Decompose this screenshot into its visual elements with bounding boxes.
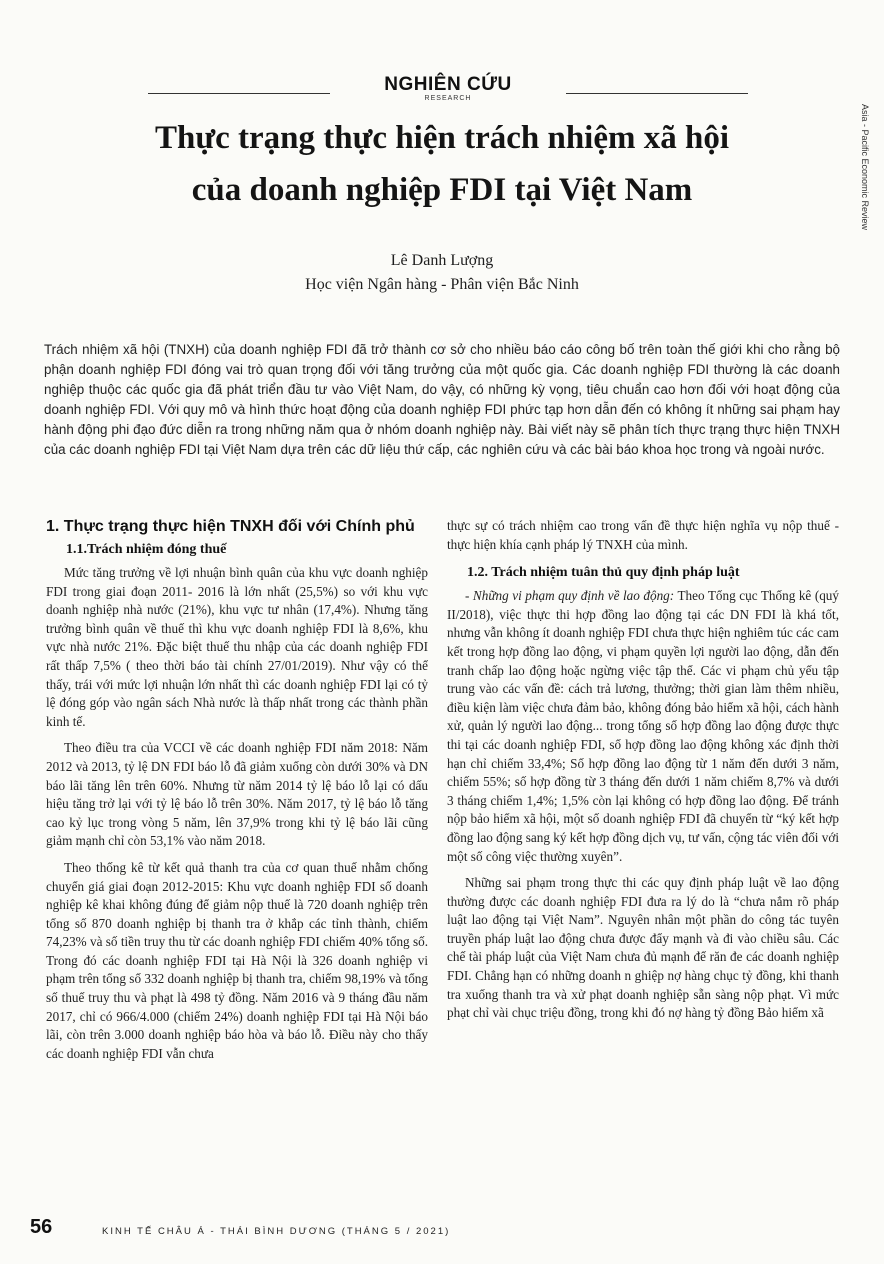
heading-section-1-1: 1.1.Trách nhiệm đóng thuế <box>66 542 227 557</box>
article-title <box>60 112 824 216</box>
article-title-line1: Thực trạng thực hiện trách nhiệm xã hội <box>154 120 730 156</box>
heading-section-1: 1. Thực trạng thực hiện TNXH đối với Chính phủ <box>46 518 415 535</box>
abstract: Trách nhiệm xã hội (TNXH) của doanh nghiệp FDI đã trở thành cơ sở cho nhiều báo cáo công bố trên toàn thế giới khi cho rằng bộ phận doanh nghiệp FDI đóng vai trò quan trọng đối với tăng trưởng của một quốc gia. Các doanh nghiệp FDI thường là các doanh nghiệp thuộc các quốc gia đã phát triển đầu tư vào Việt Nam, do vậy, có những kỳ vọng, tiêu chuẩn cao hơn đối với hoạt động của doanh nghiệp FDI. Với quy mô và hình thức hoạt động của doanh nghiệp FDI phức tạp hơn dẫn đến có không ít những sai phạm hay hành động phi đạo đức diễn ra trong những năm qua ở nhóm doanh nghiệp này. Bài viết này sẽ phân tích thực trạng thực hiện TNXH của các doanh nghiệp FDI tại Việt Nam dựa trên các dữ liệu thứ cấp, các nghiên cứu và các bài báo khoa học trong và ngoài nước. <box>44 342 840 457</box>
journal-side-label: Asia - Pacific Economic Review <box>860 104 870 231</box>
paragraph <box>447 587 839 866</box>
paragraph: thực sự có trách nhiệm cao trong vấn đề thực hiện nghĩa vụ nộp thuế - thực hiện khía cạnh pháp lý TNXH của mình. <box>447 518 839 552</box>
section-title: NGHIÊN CỨU <box>384 74 512 95</box>
page-number: 56 <box>30 1216 53 1238</box>
heading-section-1-2: 1.2. Trách nhiệm tuân thủ quy định pháp luật <box>467 565 740 581</box>
header-rule-right <box>566 93 748 94</box>
author-name: Lê Danh Lượng <box>390 252 494 269</box>
page-footer <box>30 1216 850 1244</box>
paragraph: Mức tăng trưởng về lợi nhuận bình quân của khu vực doanh nghiệp FDI trong giai đoạn 2011- 2016 là lớn nhất (25,5%) so với khu vực doanh nghiệp nhà nước (21%), khu vực tư nhân (17,4%). Nhưng tăng trưởng bình quân về thuế thì khu vực doanh nghiệp FDI là 8,6%, khu vực nhà nước 21%. Đặc biệt thuế thu nhập của các doanh nghiệp FDI rất thấp 7,5% ( theo thời báo tài chính 27/01/2019). Như vậy có thể thấy, trái với mức lợi nhuận lớn nhất thì các doanh nghiệp FDI lại có tỷ lệ đóng góp vào ngân sách Nhà nước là thấp nhất trong các thành phần kinh tế. <box>46 565 428 729</box>
paragraph-lead: - Những vi phạm quy định về lao động: <box>465 588 675 604</box>
header-rule-left <box>148 93 330 94</box>
paragraph: Theo điều tra của VCCI về các doanh nghiệp FDI năm 2018: Năm 2012 và 2013, tỷ lệ DN FDI báo lỗ đã giảm xuống còn dưới 30% và DN báo lãi tăng lên trên 60%. Nhưng từ năm 2014 tỷ lệ báo lỗ lại có dấu hiệu tăng trở lại với tỷ lệ báo lỗ trên 30%. Năm 2017, tỷ lệ báo lỗ tăng cao kỷ lục trong vòng 5 năm, lên 37,9% trong khi tỷ lệ báo lãi cũng giảm mạnh chỉ còn 53,1% vào năm 2018. <box>46 740 428 849</box>
left-column <box>46 517 428 1071</box>
section-subtitle: RESEARCH <box>424 95 472 102</box>
article-title-line2: của doanh nghiệp FDI tại Việt Nam <box>191 172 693 208</box>
author-affiliation: Học viện Ngân hàng - Phân viện Bắc Ninh <box>305 276 579 293</box>
section-header <box>148 74 748 102</box>
paragraph-body: Theo Tổng cục Thống kê (quý II/2018), việc thực thi hợp đồng lao động tại các DN FDI là khá tốt, nhưng vẫn không ít doanh nghiệp FDI chưa thực hiện nghiêm túc các cam kết trong hợp đồng lao động, vi phạm quyền lợi người lao động, dẫn đến tranh chấp lao động hoặc ngừng việc tập thể. Các vi phạm chủ yếu tập trung vào các vấn đề: cách trả lương, thưởng; thời gian làm thêm nhiều, điều kiện làm việc chưa đảm bảo, không đóng bảo hiểm xã hội, cách hành xử, quản lý người lao động... trong tổng số hợp đồng lao động được thực thi tại các doanh nghiệp FDI, số hợp đồng lao động không xác định thời hạn chỉ chiếm 33,4%; Số hợp đồng lao động từ 1 năm đến dưới 3 năm, chiếm 55%; số hợp đồng từ 3 tháng đến dưới 1 năm chiếm 8,7% và dưới 3 tháng chiếm 1,4%; 1,5% còn lại không có hợp đồng lao động. Để tránh nộp bảo hiểm xã hội, một số doanh nghiệp FDI đã chuyển từ “ký kết hợp đồng lao động sang ký kết hợp đồng dịch vụ, tư vấn, cộng tác viên đối với một số công việc thường xuyên”. <box>447 588 839 864</box>
paragraph: Theo thống kê từ kết quả thanh tra của cơ quan thuế nhằm chống chuyển giá giai đoạn 2012-2015: Khu vực doanh nghiệp FDI số doanh nghiệp kê khai không đúng để giảm nộp thuế là 720 doanh nghiệp trên tổng số 870 doanh nghiệp bị thanh tra ở khắp các tỉnh thành, chiếm 74,23% và số tiền truy thu từ các doanh nghiệp FDI chiếm 40% tổng số. Trong đó các doanh nghiệp FDI tại Hà Nội là 326 doanh nghiệp vi phạm trên tổng số 332 doanh nghiệp bị thanh tra, chiếm 98,19% và tổng số thuế truy thu và phạt là 498 tỷ đồng. Năm 2016 và 9 tháng đầu năm 2017, chỉ có 966/4.000 (chiếm 24%) doanh nghiệp FDI tại Hà Nội báo lãi, còn trên 3.000 doanh nghiệp báo hòa và báo lỗ. Điều này cho thấy các doanh nghiệp FDI vẫn chưa <box>46 859 428 1061</box>
paragraph: Những sai phạm trong thực thi các quy định pháp luật về lao động thường được các doanh nghiệp FDI đưa ra lý do là “chưa nắm rõ pháp luật lao động tại Việt Nam”. Nguyên nhân một phần do công tác tuyên truyền pháp luật lao động chưa được đẩy mạnh và đi vào chiều sâu. Các chế tài pháp luật của Việt Nam chưa đủ mạnh để răn đe các doanh nghiệp FDI. Chẳng hạn có những doanh n ghiệp nợ hàng chục tỷ đồng, khi thanh tra xuống thanh tra và xử phạt doanh nghiệp sẵn sàng nộp phạt. Vì mức phạt chỉ vài chục triệu đồng, trong khi đó nợ hàng tỷ đồng Bảo hiểm xã <box>447 875 839 1021</box>
journal-footer: KINH TẾ CHÂU Á - THÁI BÌNH DƯƠNG (THÁNG 5 / 2021) <box>102 1226 451 1237</box>
right-column <box>447 517 839 1031</box>
